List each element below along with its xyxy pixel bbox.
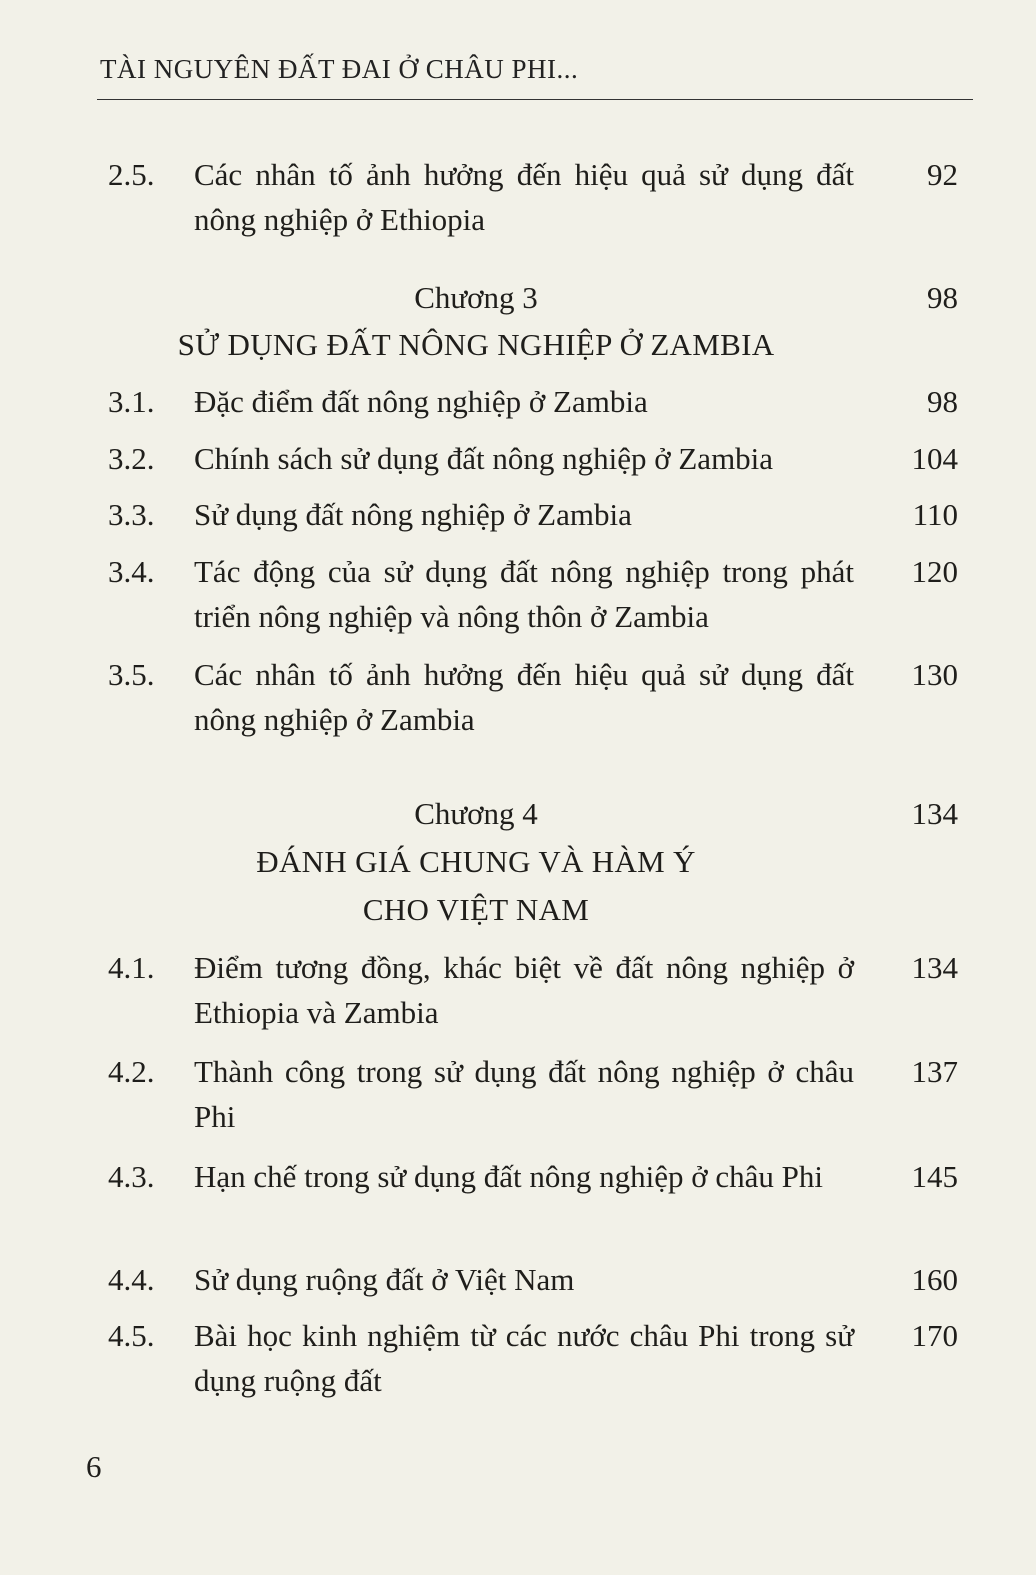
toc-entry-page: 130 [911, 657, 958, 692]
chapter-4-title-line2: CHO VIỆT NAM [362, 892, 590, 927]
running-head: TÀI NGUYÊN ĐẤT ĐAI Ở CHÂU PHI... [100, 54, 579, 84]
toc-entry-title: Hạn chế trong sử dụng đất nông nghiệp ở châu Phi [194, 1159, 823, 1194]
toc-entry-title: Bài học kinh nghiệm từ các nước châu Phi trong sử dụng ruộng đất [194, 1318, 854, 1398]
toc-entry-page: 137 [911, 1054, 958, 1089]
chapter-page: 98 [927, 280, 958, 315]
chapter-label: Chương 3 [414, 280, 538, 315]
toc-entry-page: 104 [911, 441, 958, 476]
toc-entry-number: 3.1. [108, 384, 155, 419]
toc-entry-title: Các nhân tố ảnh hưởng đến hiệu quả sử dụng đất nông nghiệp ở Zambia [194, 657, 854, 737]
header-rule [97, 99, 973, 100]
chapter-4-title-line1: ĐÁNH GIÁ CHUNG VÀ HÀM Ý [256, 844, 696, 879]
toc-entry-title: Sử dụng ruộng đất ở Việt Nam [194, 1262, 575, 1297]
toc-entry-title: Các nhân tố ảnh hưởng đến hiệu quả sử dụng đất nông nghiệp ở Ethiopia [194, 157, 854, 237]
toc-entry-number: 3.4. [108, 554, 155, 589]
toc-entry-page: 98 [927, 384, 958, 419]
toc-entry-page: 170 [911, 1318, 958, 1353]
toc-entry-page: 160 [911, 1262, 958, 1297]
toc-entry-number: 4.1. [108, 950, 155, 985]
toc-entry-number: 3.5. [108, 657, 155, 692]
chapter-page: 134 [911, 796, 958, 831]
toc-entry-page: 134 [911, 950, 958, 985]
toc-entry-title: Điểm tương đồng, khác biệt về đất nông nghiệp ở Ethiopia và Zambia [194, 950, 854, 1030]
toc-entry-page: 120 [911, 554, 958, 589]
toc-entry-title: Tác động của sử dụng đất nông nghiệp trong phát triển nông nghiệp và nông thôn ở Zambia [194, 554, 854, 634]
toc-entry-title: Chính sách sử dụng đất nông nghiệp ở Zambia [194, 441, 774, 476]
toc-entry-page: 92 [927, 157, 958, 192]
chapter-label: Chương 4 [414, 796, 538, 831]
toc-entry-page: 145 [911, 1159, 958, 1194]
toc-entry-title: Đặc điểm đất nông nghiệp ở Zambia [194, 384, 648, 419]
toc-entry-number: 4.2. [108, 1054, 155, 1089]
chapter-3-title: SỬ DỤNG ĐẤT NÔNG NGHIỆP Ở ZAMBIA [177, 327, 775, 362]
toc-entry-number: 4.3. [108, 1159, 155, 1194]
toc-entry-title: Sử dụng đất nông nghiệp ở Zambia [194, 497, 632, 532]
toc-entry-number: 4.4. [108, 1262, 155, 1297]
toc-entry-number: 4.5. [108, 1318, 155, 1353]
page-number: 6 [86, 1449, 102, 1484]
toc-entry-page: 110 [912, 497, 958, 532]
toc-entry-number: 3.2. [108, 441, 155, 476]
toc-entry-title: Thành công trong sử dụng đất nông nghiệp ở châu Phi [194, 1054, 854, 1134]
toc-entry-number: 2.5. [108, 157, 155, 192]
toc-entry-number: 3.3. [108, 497, 155, 532]
